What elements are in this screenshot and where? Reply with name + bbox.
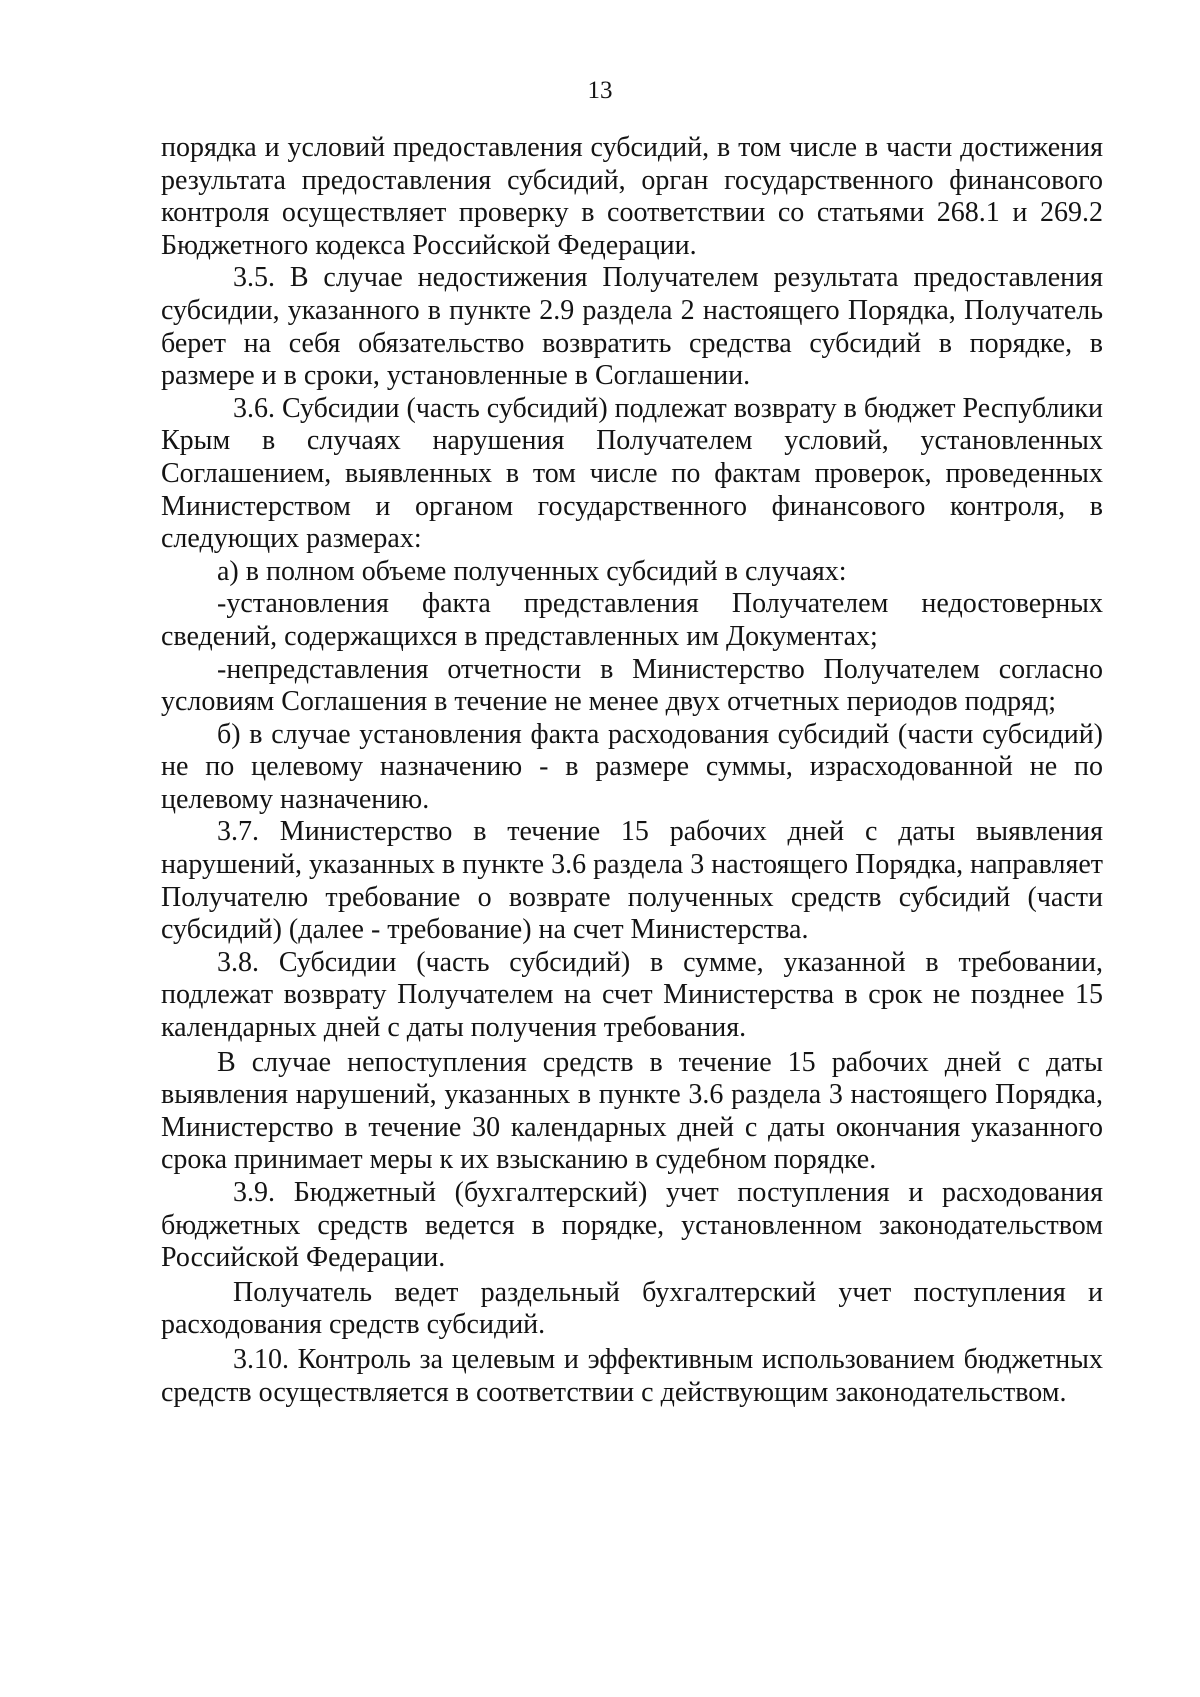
- paragraph-3-7: 3.7. Министерство в течение 15 рабочих дней с даты выявления нарушений, указанных в пункте 3.6 раздела 3 настоящего Порядка, направляет Получателю требование о возврате полученных средств субсидий (части субсидий) (далее - требование) на счет Министерства.: [161, 816, 1103, 946]
- document-body: [161, 132, 1103, 1409]
- paragraph-3-6-a-item-1: -установления факта представления Получателем недостоверных сведений, содержащихся в представленных им Документах;: [161, 588, 1103, 652]
- paragraph-3-6: 3.6. Субсидии (часть субсидий) подлежат возврату в бюджет Республики Крым в случаях нарушения Получателем условий, установленных Соглашением, выявленных в том числе по фактам проверок, проведенных Министерством и органом государственного финансового контроля, в следующих размерах:: [161, 392, 1103, 555]
- paragraph-3-8: 3.8. Субсидии (часть субсидий) в сумме, указанной в требовании, подлежат возврату Получателем на счет Министерства в срок не позднее 15 календарных дней с даты получения требования.: [161, 946, 1103, 1044]
- paragraph-3-6-a: а) в полном объеме полученных субсидий в случаях:: [217, 555, 847, 587]
- paragraph-3-9-continued: Получатель ведет раздельный бухгалтерский учет поступления и расходования средств субсидий.: [161, 1276, 1103, 1341]
- paragraph-3-8-continued: В случае непоступления средств в течение 15 рабочих дней с даты выявления нарушений, указанных в пункте 3.6 раздела 3 настоящего Порядка, Министерство в течение 30 календарных дней с даты окончания указанного срока принимает меры к их взысканию в судебном порядке.: [161, 1046, 1103, 1176]
- paragraph-3-5: 3.5. В случае недостижения Получателем результата предоставления субсидии, указанного в пункте 2.9 раздела 2 настоящего Порядка, Получатель берет на себя обязательство возвратить средства субсидий в порядке, в размере и в сроки, установленные в Соглашении.: [161, 262, 1103, 392]
- paragraph-3-6-b: б) в случае установления факта расходования субсидий (части субсидий) не по целевому назначению - в размере суммы, израсходованной не по целевому назначению.: [161, 718, 1103, 815]
- paragraph-3-9: 3.9. Бюджетный (бухгалтерский) учет поступления и расходования бюджетных средств ведется в порядке, установленном законодательством Российской Федерации.: [161, 1177, 1103, 1274]
- paragraph-3-6-a-item-2: -непредставления отчетности в Министерство Получателем согласно условиям Соглашения в течение не менее двух отчетных периодов подряд;: [161, 653, 1103, 718]
- paragraph-3-10: 3.10. Контроль за целевым и эффективным использованием бюджетных средств осуществляется в соответствии с действующим законодательством.: [161, 1343, 1103, 1408]
- page-number: 13: [587, 77, 613, 104]
- paragraph-continuation: порядка и условий предоставления субсидий, в том числе в части достижения результата предоставления субсидий, орган государственного финансового контроля осуществляет проверку в соответствии со статьями 268.1 и 269.2 Бюджетного кодекса Российской Федерации.: [161, 132, 1103, 261]
